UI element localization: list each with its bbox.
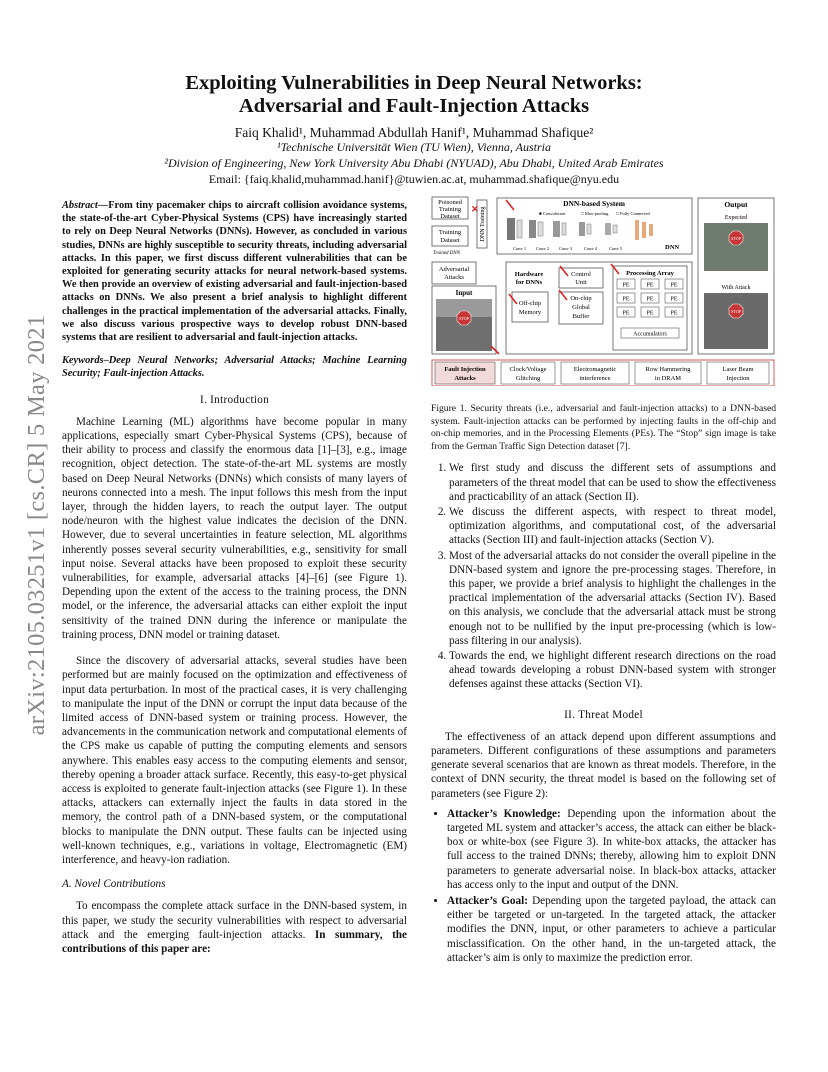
output-label: Output xyxy=(724,200,748,209)
pe-label: PE xyxy=(622,296,630,303)
expected-label: Expected xyxy=(724,215,748,221)
threat-bullet-knowledge xyxy=(447,807,776,892)
layer-block xyxy=(642,222,646,238)
layer-block xyxy=(635,220,639,240)
row-label-2: in DRAM xyxy=(654,375,682,382)
threat-paragraph-1: The effectiveness of an attack depend upon different assumptions and parameters. Different configurations of these assumptions and parameters generate several scenarios that are known as threat models. Therefore, in the context of DNN security, the threat model is based on the following set of parameters (see Figure 2): xyxy=(431,730,776,800)
control-label-2: Unit xyxy=(575,279,587,286)
layer-block xyxy=(538,222,543,236)
arxiv-identifier xyxy=(12,290,62,760)
left-column xyxy=(62,199,407,956)
pe-label: PE xyxy=(622,310,630,317)
poisoned-label: Poisoned xyxy=(438,199,462,206)
training-label: Training xyxy=(438,229,462,236)
conv5-label: Conv 5 xyxy=(609,246,623,251)
conv3-label: Conv 3 xyxy=(559,246,573,251)
control-label: Control xyxy=(571,271,591,278)
conv4-label: Conv 4 xyxy=(584,246,598,251)
subsection-heading-contributions: A. Novel Contributions xyxy=(62,878,166,891)
clock-label: Clock/Voltage xyxy=(509,366,547,373)
contribution-item: 4. Towards the end, we highlight different research directions on the road ahead towards developing a robust DNN-based system with stronger defenses against these attacks (Section VI). xyxy=(449,649,776,692)
figure-1-diagram xyxy=(431,196,776,386)
contributions-list xyxy=(431,461,776,691)
training-label-2: Dataset xyxy=(440,237,460,244)
layer-block xyxy=(649,224,653,236)
title-line-2: Adversarial and Fault-Injection Attacks xyxy=(238,95,590,117)
hardware-label-2: for DNNs xyxy=(515,279,543,286)
threat-bullet-goal xyxy=(447,894,776,965)
layer-block xyxy=(529,220,536,238)
onchip-label-2: Global xyxy=(572,304,590,311)
intro-paragraph-3 xyxy=(62,899,407,956)
accumulators-label: Accumulators xyxy=(633,331,667,338)
legend-fully: □ Fully Connected xyxy=(616,211,650,216)
expected-image xyxy=(704,223,768,271)
right-column xyxy=(431,403,776,967)
attacked-image xyxy=(704,293,768,349)
clock-label-2: Glitching xyxy=(515,375,541,382)
layer-block xyxy=(613,225,617,233)
layer-block xyxy=(553,221,560,237)
author-emails: Email: {faiq.khalid,muhammad.hanif}@tuwien.ac.at, muhammad.shafique@nyu.edu xyxy=(208,172,620,186)
pe-label: PE xyxy=(622,282,630,289)
laser-label: Laser Beam xyxy=(722,366,754,373)
input-stop-text: STOP xyxy=(459,316,469,321)
with-attack-label: With Attack xyxy=(721,285,751,291)
fault-label: Fault Injection xyxy=(444,366,486,373)
laser-label-2: Injection xyxy=(726,375,750,382)
layer-block xyxy=(587,224,591,234)
fault-label-2: Attacks xyxy=(454,375,476,382)
contrib-intro-bold: In summary, the contributions of this paper are: xyxy=(62,928,407,955)
abstract-text: —From tiny pacemaker chips to aircraft collision avoidance systems, the state-of-the-art Cyber-Physical Systems (CPS) have increasingly started to rely on Deep Neural Networks (DNNs). However, as concluded in various studies, DNNs are highly susceptible to security threats, including adversarial attacks. In this paper, we first discuss different vulnerabilities that can be exploited for generating security attacks for neural network-based systems. We then provide an overview of existing adversarial and fault-injection-based attacks on DNNs. We also present a brief analysis to highlight different challenges in the practical implementation of the adversarial attacks. Finally, we also discuss various prospective ways to develop robust DNN-based systems that are resilient to adversarial and fault-injection attacks. xyxy=(62,200,407,344)
affiliation-1: ¹Technische Universität Wien (TU Wien), Vienna, Austria xyxy=(276,140,551,154)
section-heading-introduction: I. Introduction xyxy=(199,393,270,406)
conv2-label: Conv 2 xyxy=(536,246,550,251)
attacked-stop-text: STOP xyxy=(731,309,741,314)
poisoned-label-3: Dataset xyxy=(440,213,460,220)
onchip-label-3: Buffer xyxy=(572,313,590,320)
authors: Faiq Khalid¹, Muhammad Abdullah Hanif¹, Muhammad Shafique² xyxy=(234,125,594,140)
abstract xyxy=(62,199,407,344)
expected-stop-text: STOP xyxy=(731,236,741,241)
layer-block xyxy=(579,222,585,236)
conv1-label: Conv 1 xyxy=(513,246,527,251)
contribution-item: 2. We discuss the different aspects, with respect to threat model, optimization algorithms, and computational cost, of the adversarial attacks (Section III) and fault-injection attacks (Section V). xyxy=(449,505,776,548)
section-heading-threat-model: II. Threat Model xyxy=(564,708,643,721)
offchip-label-2: Memory xyxy=(518,309,542,316)
contribution-item: 3. Most of the adversarial attacks do not consider the overall pipeline in the DNN-based system and ignore the pre-processing stages. Therefore, in this paper, we provide a brief analysis to highlight the challenges in the practical implementation of the adversarial attacks (Section IV). Based on this analysis, we conclude that the adversarial attack must be strong enough not to be nullified by the input pre-processing (which is low-pass filtering in our analysis). xyxy=(449,549,776,648)
row-label: Row Hammering xyxy=(645,366,691,373)
processing-array-label: Processing Array xyxy=(626,270,674,277)
adversarial-label: Adversarial xyxy=(438,266,470,273)
dnn-training-label: DNN Training xyxy=(480,206,486,242)
pe-label: PE xyxy=(646,310,654,317)
offchip-box xyxy=(512,292,548,322)
contribution-item: 1. We first study and discuss the different sets of assumptions and parameters of the threat model that can be used to show the effectiveness and practicability of an attack (Section II). xyxy=(449,461,776,504)
input-label: Input xyxy=(455,289,473,297)
bullet-text: Depending upon the information about the targeted ML system and attacker’s access, the attack can either be black-box or white-box (see Figure 3). In white-box attacks, the attacker has full access to the trained DNNs; thereby, allowing him to exploit DNN parameters to generate adversarial noise. In black-box attacks, attacker has access only to the input and output of the DNN. xyxy=(447,807,776,891)
layer-block xyxy=(605,223,611,235)
em-label-2: interference xyxy=(579,375,611,382)
contrib-intro-text: To encompass the complete attack surface in the DNN-based system, in this paper, we study the security vulnerabilities with respect to adversarial attack and the emerging fault-injection attacks. xyxy=(62,900,407,941)
legend-convolution: ■ Convolution xyxy=(539,211,566,216)
offchip-label: Off-chip xyxy=(518,300,542,307)
pe-grid xyxy=(617,279,683,317)
dnn-system-label: DNN-based System xyxy=(563,199,625,208)
keywords: Keywords–Deep Neural Networks; Adversarial Attacks; Machine Learning Security; Fault-injection Attacks. xyxy=(62,355,407,380)
arxiv-id-text: arXiv:2105.03251v1 [cs.CR] 5 May 2021 xyxy=(23,314,50,736)
poison-attack-mark: ✕ xyxy=(471,204,479,214)
intro-paragraph-1: Machine Learning (ML) algorithms have become popular in many applications, especially smart Cyber-Physical Systems (CPS), because of their ability to process and classify the enormous data [1]–[3], e.g., image recognition, object detection. The state-of-the-art ML systems are mostly based on Deep Neural Networks (DNNs) which consists of many layers of neurons connected into a mesh. The input follows this mesh from the input layer, through the hidden layers, to reach the output layer. The output node/neuron with the highest value indicates the decision of the DNN. However, due to several uncertainties in feature selection, ML algorithms inherently posses several security vulnerabilities, e.g., sensitivity for small input noise. Several attacks have been proposed to exploit these security vulnerabilities, for example, adversarial attacks [4]–[6] (see Figure 1). Depending upon the extent of the access to the training process, the DNN model, or the inference, the adversarial attacks can either exploit the input sensitivity of the trained DNN during the inference or manipulate the training process, DNN model or training dataset. xyxy=(62,415,407,641)
bullet-label: Attacker’s Goal: xyxy=(447,895,528,908)
intro-paragraph-2: Since the discovery of adversarial attacks, several studies have been performed but are mainly focused on the optimization and effectiveness of input data perturbation. In most of the practical cases, it is very challenging to manipulate the input of the DNN or corrupt the input data because of the limited access of DNN-based system or training process. However, the advancements in the communication network and computational elements of the CPS make us capable of putting the computing elements and sensors anywhere. This enables easy access to the computing elements and sensor, thereby opening a broader attack surface. Recently, this easy-to-get physical access is exploited to generate fault-injection attacks (see Figure 1). In these attacks, attackers can externally inject the faults in data stored in the memory, the control path of a DNN-based system, or the computational blocks to manipulate the DNN output. These faults can be injected using well-known techniques, e.g., variations in voltage, Electromagnetic (EM) interference, and heavy-ion radiation. xyxy=(62,655,407,866)
threat-parameter-list xyxy=(431,807,776,965)
pe-label: PE xyxy=(646,282,654,289)
bullet-label: Attacker’s Knowledge: xyxy=(447,807,561,820)
layer-block xyxy=(517,220,522,238)
figure-1-caption: Figure 1. Security threats (i.e., adversarial and fault-injection attacks) to a DNN-based system. Fault-injection attacks can be performed by injecting faults in the off-chip and on-chip memories, and in the Processing Elements (PEs). The “Stop” sign image is take from the German Traffic Sign Detection dataset [7]. xyxy=(431,403,776,452)
title-line-1: Exploiting Vulnerabilities in Deep Neural Networks: xyxy=(185,72,643,94)
hardware-label: Hardware xyxy=(514,271,544,278)
abstract-label: Abstract xyxy=(62,200,98,211)
affiliation-2: ²Division of Engineering, New York University Abu Dhabi (NYUAD), Abu Dhabi, United Arab Emirates xyxy=(164,156,664,170)
onchip-label: On-chip xyxy=(570,295,592,302)
layer-block xyxy=(562,223,566,235)
adversarial-label-2: Attacks xyxy=(444,274,464,281)
pe-label: PE xyxy=(670,296,678,303)
poisoned-label-2: Training xyxy=(438,206,462,213)
legend-maxpooling: □ Max-pooling xyxy=(581,211,609,216)
em-label: Electromagnetic xyxy=(573,366,617,373)
pe-label: PE xyxy=(670,310,678,317)
bullet-text: Depending upon the targeted payload, the attack can either be targeted or un-targeted. In the targeted attack, the attacker modifies the DNN, input, or other parameters to achieve a particular misclassification. On the other hand, in the un-targeted attack, the attacker’s aim is only to maximize the prediction error. xyxy=(447,895,776,964)
dnn-label: DNN xyxy=(665,244,680,251)
paper-title xyxy=(62,72,766,118)
pe-label: PE xyxy=(670,282,678,289)
pe-label: PE xyxy=(646,296,654,303)
trained-dnn-label: Trained DNN xyxy=(433,251,461,256)
layer-block xyxy=(507,218,515,240)
